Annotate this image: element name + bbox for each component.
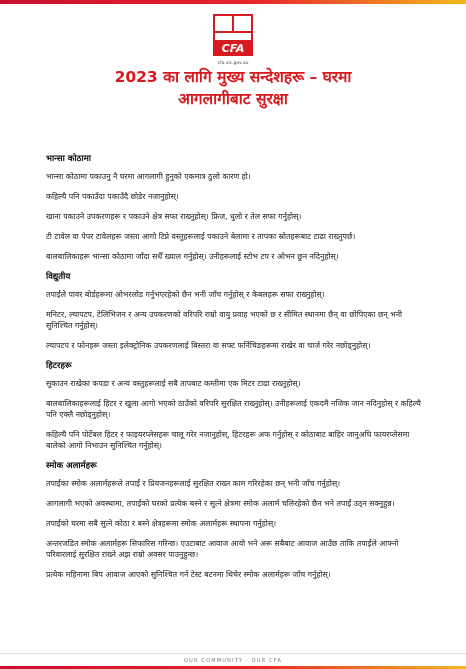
paragraph: तपाईंको घरमा सबै सुत्ने कोठा र बस्ने क्षेत्रहरूमा स्मोक अलार्महरू स्थापना गर्नुहोस्।	[46, 519, 277, 528]
paragraph: बालबालिकाहरूलाई हिटर र खुला आगो भएको ठाउँको वरिपरि सुरक्षित राख्नुहोस्। उनीहरूलाई एकदमै नजिक जान नदिनुहोस् र कहिल्यै पनि एक्लै नछोड्नुहोस्।	[46, 399, 421, 419]
title-line-2: आगलागीबाट सुरक्षा	[178, 90, 288, 108]
section-electrical	[46, 271, 426, 351]
paragraph: आगलागी भएको अवस्थामा, तपाईंको घरको प्रत्येक बस्ने र सुत्ने क्षेत्रमा स्मोक अलार्म चलिरहेको छैन भने तपाईं उठ्न सक्नुहुन्न।	[46, 499, 395, 508]
paragraph: तपाईंका स्मोक अलार्महरूले तपाईं र प्रियजनहरूलाई सुरक्षित राख्न काम गरिरहेका छन् भनी जाँच गर्नुहोस्।	[46, 479, 341, 488]
page-footer	[0, 647, 466, 669]
page-title	[0, 66, 466, 110]
logo-text: CFA	[221, 42, 245, 55]
section-heading: विद्युतीय	[46, 272, 71, 282]
cfa-emblem-icon	[213, 14, 253, 56]
paragraph: तपाईंले पावर बोर्डहरूमा ओभरलोड गर्नुभएरहेको छैन भनी जाँच गर्नुहोस् र केबलहरू सफा राख्नुहोस्।	[46, 290, 325, 299]
paragraph: सुकाउन राखेका कपडा र अन्य वस्तुहरूलाई सबै तापबाट कम्तीमा एक मिटर टाढा राख्नुहोस्।	[46, 379, 301, 388]
section-heading: स्मोक अलार्महरू	[46, 461, 97, 471]
section-smoke-alarms	[46, 460, 426, 580]
footer-tagline: OUR COMMUNITY · OUR CFA	[183, 658, 283, 664]
section-kitchen	[46, 153, 426, 262]
section-heaters	[46, 360, 426, 451]
paragraph: भान्सा कोठामा पकाउनु नै घरमा आगलागी हुनुको एकमात्र ठुलो कारण हो।	[46, 172, 251, 181]
logo-url: cfa.vic.gov.au	[217, 61, 249, 66]
paragraph: अन्तरजडित स्मोक अलार्महरू सिफारिस गरिन्छ। एउटाबाट आवाज आयो भने अरू सबैबाट आवाज आउँछ ताकि तपाईंले आफ्नो परिवारलाई सुरक्षित राख्ने अझ राम्रो अवसर पाउनुहुन्छ।	[46, 539, 399, 559]
paragraph: प्रत्येक महिनामा बिप आवाज आएको सुनिश्चित गर्न टेस्ट बटनमा थिचेर स्मोक अलार्महरू जाँच गर्नुहोस्।	[46, 570, 331, 579]
cfa-logo	[213, 14, 253, 56]
title-line-1: 2023 का लागि मुख्य सन्देशहरू – घरमा	[114, 68, 352, 86]
paragraph: टी टावेल वा पेपर टावेलहरू जस्ता आगो टिप्ने वस्तुहरूलाई पकाउने बेलामा र तापका स्रोतहरूबाट टाढा राख्नुपर्छ।	[46, 232, 356, 241]
footer-divider	[0, 653, 466, 654]
section-heading: हिटरहरू	[46, 361, 72, 371]
paragraph: कहिल्यै पनि पकाउँदा पकाउँदै छोडेर नजानुहोस्।	[46, 192, 179, 201]
top-brand-bar	[0, 0, 466, 4]
paragraph: खाना पकाउने उपकरणहरू र पकाउने क्षेत्र सफा राख्नुहोस्। फ्रिज, धुलो र तेल सफा गर्नुहोस्।	[46, 212, 302, 221]
paragraph: बालबालिकाहरू भान्सा कोठामा जाँदा सधैँ ख्याल गर्नुहोस्। उनीहरूलाई स्टोभ टप र ओभन छुन नदिनुहोस्।	[46, 252, 339, 261]
main-content	[46, 153, 426, 589]
paragraph: मनिटर, ल्यापटप, टेलिभिजन र अन्य उपकरणको वरिपरि राम्रो वायु प्रवाह भएको छ र सीमित स्थानमा छैन् वा छोपिएका छन् भनी सुनिश्चित गर्नुहोस्।	[46, 310, 403, 330]
paragraph: ल्यापटप र फोनहरू जस्ता इलेक्ट्रोनिक उपकरणलाई बिस्तरा वा सफ्ट फर्निचिङहरूमा राखेर वा चार्ज गरेर नछोड्नुहोस्।	[46, 341, 371, 350]
paragraph: कहिल्यै पनि पोर्टेबल हिटर र फाइयरप्लेसहरू चालू गरेर नजानुहोस्, हिटरहरू अफ गर्नुहोस् र कोठाबाट बाहिर जानुअघि फायरप्लेसमा बालेको आगो निभाउन सुनिश्चित गर्नुहोस्।	[46, 430, 410, 450]
header-logo-area	[0, 14, 466, 66]
section-heading: भान्सा कोठामा	[46, 154, 91, 164]
